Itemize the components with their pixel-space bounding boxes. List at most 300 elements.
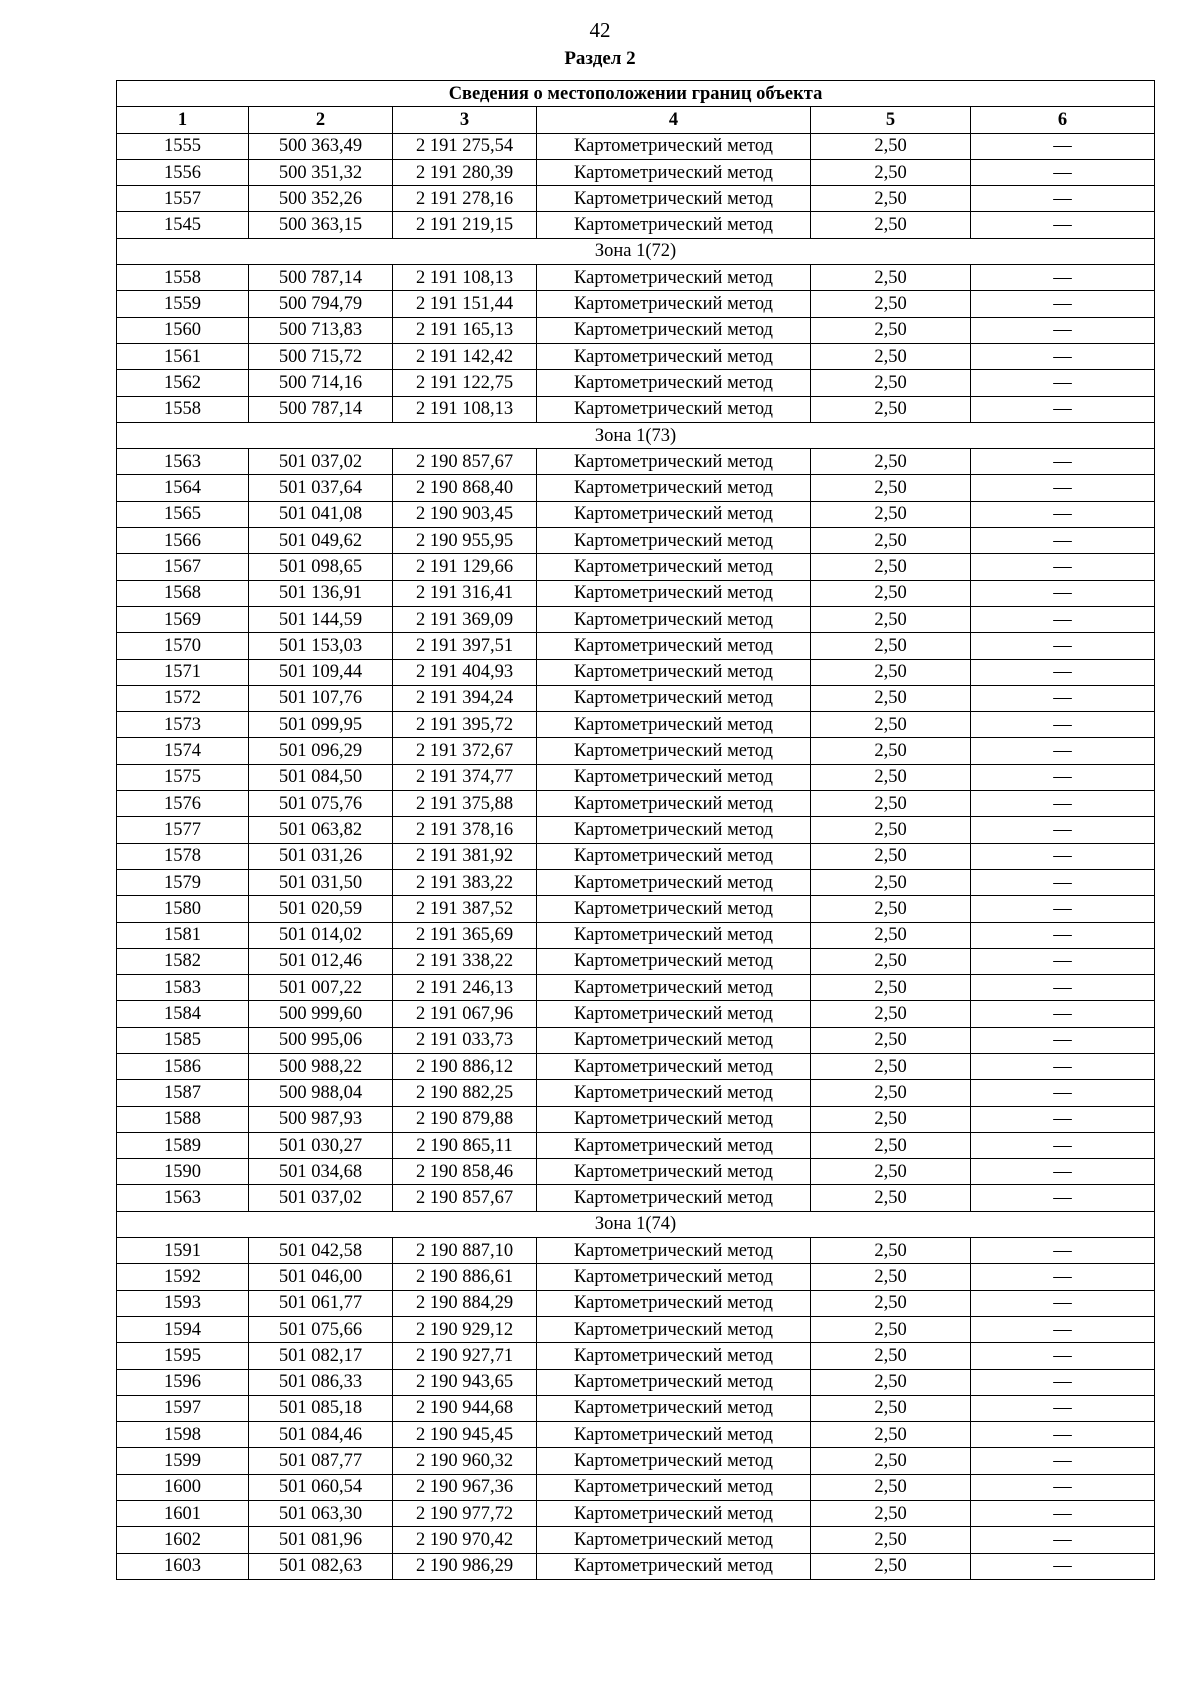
x-coordinate-cell: 501 136,91 xyxy=(249,580,393,606)
point-number-cell: 1601 xyxy=(117,1501,249,1527)
method-cell: Картометрический метод xyxy=(537,291,811,317)
method-cell: Картометрический метод xyxy=(537,1185,811,1211)
x-coordinate-cell: 501 061,77 xyxy=(249,1290,393,1316)
method-cell: Картометрический метод xyxy=(537,133,811,159)
point-number-cell: 1557 xyxy=(117,186,249,212)
description-cell: — xyxy=(971,922,1155,948)
description-cell: — xyxy=(971,817,1155,843)
point-number-cell: 1593 xyxy=(117,1290,249,1316)
accuracy-cell: 2,50 xyxy=(811,1185,971,1211)
method-cell: Картометрический метод xyxy=(537,1290,811,1316)
table-header xyxy=(117,81,1155,134)
column-numbers-row xyxy=(117,107,1155,133)
accuracy-cell: 2,50 xyxy=(811,1001,971,1027)
zone-row xyxy=(117,238,1155,264)
x-coordinate-cell: 500 988,22 xyxy=(249,1053,393,1079)
y-coordinate-cell: 2 191 067,96 xyxy=(393,1001,537,1027)
description-cell: — xyxy=(971,1053,1155,1079)
description-cell: — xyxy=(971,712,1155,738)
description-cell: — xyxy=(971,1474,1155,1500)
table-row xyxy=(117,659,1155,685)
method-cell: Картометрический метод xyxy=(537,1053,811,1079)
table-row xyxy=(117,475,1155,501)
description-cell: — xyxy=(971,606,1155,632)
point-number-cell: 1568 xyxy=(117,580,249,606)
method-cell: Картометрический метод xyxy=(537,343,811,369)
point-number-cell: 1562 xyxy=(117,370,249,396)
point-number-cell: 1600 xyxy=(117,1474,249,1500)
method-cell: Картометрический метод xyxy=(537,1527,811,1553)
description-cell: — xyxy=(971,685,1155,711)
y-coordinate-cell: 2 190 943,65 xyxy=(393,1369,537,1395)
method-cell: Картометрический метод xyxy=(537,1001,811,1027)
table-row xyxy=(117,922,1155,948)
accuracy-cell: 2,50 xyxy=(811,791,971,817)
description-cell: — xyxy=(971,843,1155,869)
description-cell: — xyxy=(971,528,1155,554)
accuracy-cell: 2,50 xyxy=(811,633,971,659)
point-number-cell: 1567 xyxy=(117,554,249,580)
point-number-cell: 1581 xyxy=(117,922,249,948)
point-number-cell: 1597 xyxy=(117,1395,249,1421)
point-number-cell: 1590 xyxy=(117,1159,249,1185)
method-cell: Картометрический метод xyxy=(537,265,811,291)
y-coordinate-cell: 2 191 387,52 xyxy=(393,896,537,922)
column-header: 1 xyxy=(117,107,249,133)
y-coordinate-cell: 2 191 246,13 xyxy=(393,975,537,1001)
description-cell: — xyxy=(971,1132,1155,1158)
x-coordinate-cell: 501 031,50 xyxy=(249,869,393,895)
x-coordinate-cell: 501 082,17 xyxy=(249,1343,393,1369)
column-header: 2 xyxy=(249,107,393,133)
x-coordinate-cell: 500 794,79 xyxy=(249,291,393,317)
x-coordinate-cell: 500 714,16 xyxy=(249,370,393,396)
x-coordinate-cell: 501 060,54 xyxy=(249,1474,393,1500)
point-number-cell: 1558 xyxy=(117,396,249,422)
description-cell: — xyxy=(971,1501,1155,1527)
method-cell: Картометрический метод xyxy=(537,317,811,343)
y-coordinate-cell: 2 190 986,29 xyxy=(393,1553,537,1579)
y-coordinate-cell: 2 190 967,36 xyxy=(393,1474,537,1500)
method-cell: Картометрический метод xyxy=(537,1553,811,1579)
table-row xyxy=(117,317,1155,343)
x-coordinate-cell: 501 075,76 xyxy=(249,791,393,817)
table-row xyxy=(117,1501,1155,1527)
y-coordinate-cell: 2 191 151,44 xyxy=(393,291,537,317)
x-coordinate-cell: 501 084,50 xyxy=(249,764,393,790)
description-cell: — xyxy=(971,633,1155,659)
method-cell: Картометрический метод xyxy=(537,791,811,817)
point-number-cell: 1576 xyxy=(117,791,249,817)
x-coordinate-cell: 501 098,65 xyxy=(249,554,393,580)
accuracy-cell: 2,50 xyxy=(811,606,971,632)
description-cell: — xyxy=(971,475,1155,501)
y-coordinate-cell: 2 191 375,88 xyxy=(393,791,537,817)
description-cell: — xyxy=(971,1316,1155,1342)
table-row xyxy=(117,1290,1155,1316)
table-row xyxy=(117,1238,1155,1264)
y-coordinate-cell: 2 191 383,22 xyxy=(393,869,537,895)
table-row xyxy=(117,948,1155,974)
accuracy-cell: 2,50 xyxy=(811,1448,971,1474)
point-number-cell: 1563 xyxy=(117,449,249,475)
x-coordinate-cell: 500 995,06 xyxy=(249,1027,393,1053)
table-row xyxy=(117,1343,1155,1369)
caption-row xyxy=(117,81,1155,107)
point-number-cell: 1560 xyxy=(117,317,249,343)
accuracy-cell: 2,50 xyxy=(811,922,971,948)
method-cell: Картометрический метод xyxy=(537,370,811,396)
table-row xyxy=(117,1132,1155,1158)
zone-label: Зона 1(73) xyxy=(117,422,1155,448)
x-coordinate-cell: 500 787,14 xyxy=(249,265,393,291)
table-row xyxy=(117,212,1155,238)
table-body xyxy=(117,133,1155,1579)
point-number-cell: 1577 xyxy=(117,817,249,843)
point-number-cell: 1561 xyxy=(117,343,249,369)
method-cell: Картометрический метод xyxy=(537,475,811,501)
description-cell: — xyxy=(971,948,1155,974)
point-number-cell: 1603 xyxy=(117,1553,249,1579)
method-cell: Картометрический метод xyxy=(537,159,811,185)
description-cell: — xyxy=(971,186,1155,212)
x-coordinate-cell: 501 063,30 xyxy=(249,1501,393,1527)
method-cell: Картометрический метод xyxy=(537,659,811,685)
accuracy-cell: 2,50 xyxy=(811,1422,971,1448)
accuracy-cell: 2,50 xyxy=(811,317,971,343)
method-cell: Картометрический метод xyxy=(537,1501,811,1527)
method-cell: Картометрический метод xyxy=(537,1106,811,1132)
table-row xyxy=(117,265,1155,291)
table-row xyxy=(117,1395,1155,1421)
accuracy-cell: 2,50 xyxy=(811,1501,971,1527)
point-number-cell: 1582 xyxy=(117,948,249,974)
description-cell: — xyxy=(971,1448,1155,1474)
y-coordinate-cell: 2 191 338,22 xyxy=(393,948,537,974)
point-number-cell: 1589 xyxy=(117,1132,249,1158)
x-coordinate-cell: 501 087,77 xyxy=(249,1448,393,1474)
table-row xyxy=(117,580,1155,606)
point-number-cell: 1559 xyxy=(117,291,249,317)
x-coordinate-cell: 500 787,14 xyxy=(249,396,393,422)
method-cell: Картометрический метод xyxy=(537,186,811,212)
accuracy-cell: 2,50 xyxy=(811,1290,971,1316)
method-cell: Картометрический метод xyxy=(537,764,811,790)
accuracy-cell: 2,50 xyxy=(811,396,971,422)
y-coordinate-cell: 2 191 374,77 xyxy=(393,764,537,790)
description-cell: — xyxy=(971,659,1155,685)
y-coordinate-cell: 2 191 122,75 xyxy=(393,370,537,396)
y-coordinate-cell: 2 190 865,11 xyxy=(393,1132,537,1158)
description-cell: — xyxy=(971,265,1155,291)
zone-row xyxy=(117,422,1155,448)
method-cell: Картометрический метод xyxy=(537,554,811,580)
method-cell: Картометрический метод xyxy=(537,1159,811,1185)
method-cell: Картометрический метод xyxy=(537,633,811,659)
description-cell: — xyxy=(971,1001,1155,1027)
method-cell: Картометрический метод xyxy=(537,738,811,764)
point-number-cell: 1579 xyxy=(117,869,249,895)
point-number-cell: 1558 xyxy=(117,265,249,291)
y-coordinate-cell: 2 190 857,67 xyxy=(393,449,537,475)
description-cell: — xyxy=(971,1080,1155,1106)
accuracy-cell: 2,50 xyxy=(811,1053,971,1079)
description-cell: — xyxy=(971,212,1155,238)
description-cell: — xyxy=(971,791,1155,817)
point-number-cell: 1594 xyxy=(117,1316,249,1342)
method-cell: Картометрический метод xyxy=(537,1316,811,1342)
accuracy-cell: 2,50 xyxy=(811,1316,971,1342)
description-cell: — xyxy=(971,1422,1155,1448)
x-coordinate-cell: 500 988,04 xyxy=(249,1080,393,1106)
accuracy-cell: 2,50 xyxy=(811,501,971,527)
y-coordinate-cell: 2 190 945,45 xyxy=(393,1422,537,1448)
accuracy-cell: 2,50 xyxy=(811,212,971,238)
table-row xyxy=(117,501,1155,527)
description-cell: — xyxy=(971,764,1155,790)
table-row xyxy=(117,975,1155,1001)
y-coordinate-cell: 2 191 033,73 xyxy=(393,1027,537,1053)
accuracy-cell: 2,50 xyxy=(811,159,971,185)
table-row xyxy=(117,843,1155,869)
table-row xyxy=(117,685,1155,711)
table-row xyxy=(117,1369,1155,1395)
table-row xyxy=(117,1448,1155,1474)
x-coordinate-cell: 501 037,02 xyxy=(249,1185,393,1211)
table-row xyxy=(117,869,1155,895)
table-caption: Сведения о местоположении границ объекта xyxy=(117,81,1155,107)
point-number-cell: 1565 xyxy=(117,501,249,527)
point-number-cell: 1586 xyxy=(117,1053,249,1079)
point-number-cell: 1602 xyxy=(117,1527,249,1553)
y-coordinate-cell: 2 190 857,67 xyxy=(393,1185,537,1211)
table-row xyxy=(117,1264,1155,1290)
accuracy-cell: 2,50 xyxy=(811,948,971,974)
y-coordinate-cell: 2 190 929,12 xyxy=(393,1316,537,1342)
x-coordinate-cell: 501 082,63 xyxy=(249,1553,393,1579)
description-cell: — xyxy=(971,975,1155,1001)
accuracy-cell: 2,50 xyxy=(811,1106,971,1132)
accuracy-cell: 2,50 xyxy=(811,1395,971,1421)
accuracy-cell: 2,50 xyxy=(811,896,971,922)
point-number-cell: 1545 xyxy=(117,212,249,238)
description-cell: — xyxy=(971,1395,1155,1421)
description-cell: — xyxy=(971,501,1155,527)
point-number-cell: 1578 xyxy=(117,843,249,869)
accuracy-cell: 2,50 xyxy=(811,1553,971,1579)
y-coordinate-cell: 2 191 129,66 xyxy=(393,554,537,580)
accuracy-cell: 2,50 xyxy=(811,186,971,212)
zone-label: Зона 1(72) xyxy=(117,238,1155,264)
accuracy-cell: 2,50 xyxy=(811,1264,971,1290)
x-coordinate-cell: 501 049,62 xyxy=(249,528,393,554)
x-coordinate-cell: 501 030,27 xyxy=(249,1132,393,1158)
description-cell: — xyxy=(971,1369,1155,1395)
x-coordinate-cell: 501 037,02 xyxy=(249,449,393,475)
description-cell: — xyxy=(971,896,1155,922)
method-cell: Картометрический метод xyxy=(537,1080,811,1106)
point-number-cell: 1596 xyxy=(117,1369,249,1395)
point-number-cell: 1570 xyxy=(117,633,249,659)
y-coordinate-cell: 2 191 142,42 xyxy=(393,343,537,369)
method-cell: Картометрический метод xyxy=(537,869,811,895)
x-coordinate-cell: 501 007,22 xyxy=(249,975,393,1001)
method-cell: Картометрический метод xyxy=(537,843,811,869)
column-header: 5 xyxy=(811,107,971,133)
y-coordinate-cell: 2 190 977,72 xyxy=(393,1501,537,1527)
method-cell: Картометрический метод xyxy=(537,1395,811,1421)
description-cell: — xyxy=(971,1238,1155,1264)
description-cell: — xyxy=(971,1159,1155,1185)
y-coordinate-cell: 2 191 395,72 xyxy=(393,712,537,738)
method-cell: Картометрический метод xyxy=(537,1238,811,1264)
method-cell: Картометрический метод xyxy=(537,1343,811,1369)
y-coordinate-cell: 2 191 394,24 xyxy=(393,685,537,711)
x-coordinate-cell: 501 144,59 xyxy=(249,606,393,632)
x-coordinate-cell: 501 046,00 xyxy=(249,1264,393,1290)
x-coordinate-cell: 501 153,03 xyxy=(249,633,393,659)
y-coordinate-cell: 2 190 879,88 xyxy=(393,1106,537,1132)
y-coordinate-cell: 2 191 381,92 xyxy=(393,843,537,869)
x-coordinate-cell: 501 109,44 xyxy=(249,659,393,685)
table-row xyxy=(117,896,1155,922)
accuracy-cell: 2,50 xyxy=(811,764,971,790)
accuracy-cell: 2,50 xyxy=(811,554,971,580)
table-row xyxy=(117,1527,1155,1553)
description-cell: — xyxy=(971,580,1155,606)
table-row xyxy=(117,528,1155,554)
accuracy-cell: 2,50 xyxy=(811,528,971,554)
method-cell: Картометрический метод xyxy=(537,975,811,1001)
method-cell: Картометрический метод xyxy=(537,1369,811,1395)
y-coordinate-cell: 2 191 275,54 xyxy=(393,133,537,159)
x-coordinate-cell: 501 085,18 xyxy=(249,1395,393,1421)
column-header: 3 xyxy=(393,107,537,133)
accuracy-cell: 2,50 xyxy=(811,1080,971,1106)
point-number-cell: 1599 xyxy=(117,1448,249,1474)
table-row xyxy=(117,133,1155,159)
description-cell: — xyxy=(971,370,1155,396)
description-cell: — xyxy=(971,159,1155,185)
table-row xyxy=(117,1316,1155,1342)
table-row xyxy=(117,1001,1155,1027)
accuracy-cell: 2,50 xyxy=(811,1027,971,1053)
x-coordinate-cell: 501 037,64 xyxy=(249,475,393,501)
y-coordinate-cell: 2 191 316,41 xyxy=(393,580,537,606)
point-number-cell: 1569 xyxy=(117,606,249,632)
method-cell: Картометрический метод xyxy=(537,501,811,527)
y-coordinate-cell: 2 191 219,15 xyxy=(393,212,537,238)
y-coordinate-cell: 2 191 378,16 xyxy=(393,817,537,843)
accuracy-cell: 2,50 xyxy=(811,1474,971,1500)
y-coordinate-cell: 2 190 960,32 xyxy=(393,1448,537,1474)
y-coordinate-cell: 2 191 365,69 xyxy=(393,922,537,948)
x-coordinate-cell: 500 987,93 xyxy=(249,1106,393,1132)
table-row xyxy=(117,396,1155,422)
accuracy-cell: 2,50 xyxy=(811,343,971,369)
description-cell: — xyxy=(971,1553,1155,1579)
method-cell: Картометрический метод xyxy=(537,580,811,606)
y-coordinate-cell: 2 191 372,67 xyxy=(393,738,537,764)
section-title: Раздел 2 xyxy=(564,48,636,69)
point-number-cell: 1592 xyxy=(117,1264,249,1290)
table-row xyxy=(117,633,1155,659)
y-coordinate-cell: 2 190 955,95 xyxy=(393,528,537,554)
description-cell: — xyxy=(971,1106,1155,1132)
description-cell: — xyxy=(971,291,1155,317)
accuracy-cell: 2,50 xyxy=(811,685,971,711)
x-coordinate-cell: 500 999,60 xyxy=(249,1001,393,1027)
description-cell: — xyxy=(971,449,1155,475)
point-number-cell: 1585 xyxy=(117,1027,249,1053)
method-cell: Картометрический метод xyxy=(537,1264,811,1290)
table-row xyxy=(117,1080,1155,1106)
y-coordinate-cell: 2 191 108,13 xyxy=(393,265,537,291)
point-number-cell: 1583 xyxy=(117,975,249,1001)
x-coordinate-cell: 501 063,82 xyxy=(249,817,393,843)
accuracy-cell: 2,50 xyxy=(811,370,971,396)
description-cell: — xyxy=(971,396,1155,422)
accuracy-cell: 2,50 xyxy=(811,659,971,685)
accuracy-cell: 2,50 xyxy=(811,133,971,159)
method-cell: Картометрический метод xyxy=(537,528,811,554)
point-number-cell: 1587 xyxy=(117,1080,249,1106)
y-coordinate-cell: 2 191 108,13 xyxy=(393,396,537,422)
x-coordinate-cell: 500 352,26 xyxy=(249,186,393,212)
table-row xyxy=(117,764,1155,790)
table-row xyxy=(117,186,1155,212)
x-coordinate-cell: 501 031,26 xyxy=(249,843,393,869)
method-cell: Картометрический метод xyxy=(537,1027,811,1053)
x-coordinate-cell: 501 034,68 xyxy=(249,1159,393,1185)
method-cell: Картометрический метод xyxy=(537,212,811,238)
y-coordinate-cell: 2 191 165,13 xyxy=(393,317,537,343)
method-cell: Картометрический метод xyxy=(537,817,811,843)
point-number-cell: 1566 xyxy=(117,528,249,554)
table-row xyxy=(117,291,1155,317)
accuracy-cell: 2,50 xyxy=(811,975,971,1001)
accuracy-cell: 2,50 xyxy=(811,580,971,606)
x-coordinate-cell: 500 351,32 xyxy=(249,159,393,185)
accuracy-cell: 2,50 xyxy=(811,843,971,869)
table-row xyxy=(117,449,1155,475)
point-number-cell: 1555 xyxy=(117,133,249,159)
x-coordinate-cell: 501 014,02 xyxy=(249,922,393,948)
table-row xyxy=(117,1106,1155,1132)
method-cell: Картометрический метод xyxy=(537,1474,811,1500)
description-cell: — xyxy=(971,343,1155,369)
method-cell: Картометрический метод xyxy=(537,1448,811,1474)
description-cell: — xyxy=(971,1290,1155,1316)
table-row xyxy=(117,370,1155,396)
x-coordinate-cell: 501 107,76 xyxy=(249,685,393,711)
column-header: 6 xyxy=(971,107,1155,133)
y-coordinate-cell: 2 190 884,29 xyxy=(393,1290,537,1316)
y-coordinate-cell: 2 191 278,16 xyxy=(393,186,537,212)
x-coordinate-cell: 501 042,58 xyxy=(249,1238,393,1264)
point-number-cell: 1580 xyxy=(117,896,249,922)
description-cell: — xyxy=(971,1527,1155,1553)
method-cell: Картометрический метод xyxy=(537,896,811,922)
x-coordinate-cell: 500 363,49 xyxy=(249,133,393,159)
description-cell: — xyxy=(971,554,1155,580)
accuracy-cell: 2,50 xyxy=(811,1159,971,1185)
table-row xyxy=(117,1159,1155,1185)
x-coordinate-cell: 501 041,08 xyxy=(249,501,393,527)
point-number-cell: 1563 xyxy=(117,1185,249,1211)
point-number-cell: 1572 xyxy=(117,685,249,711)
x-coordinate-cell: 501 012,46 xyxy=(249,948,393,974)
